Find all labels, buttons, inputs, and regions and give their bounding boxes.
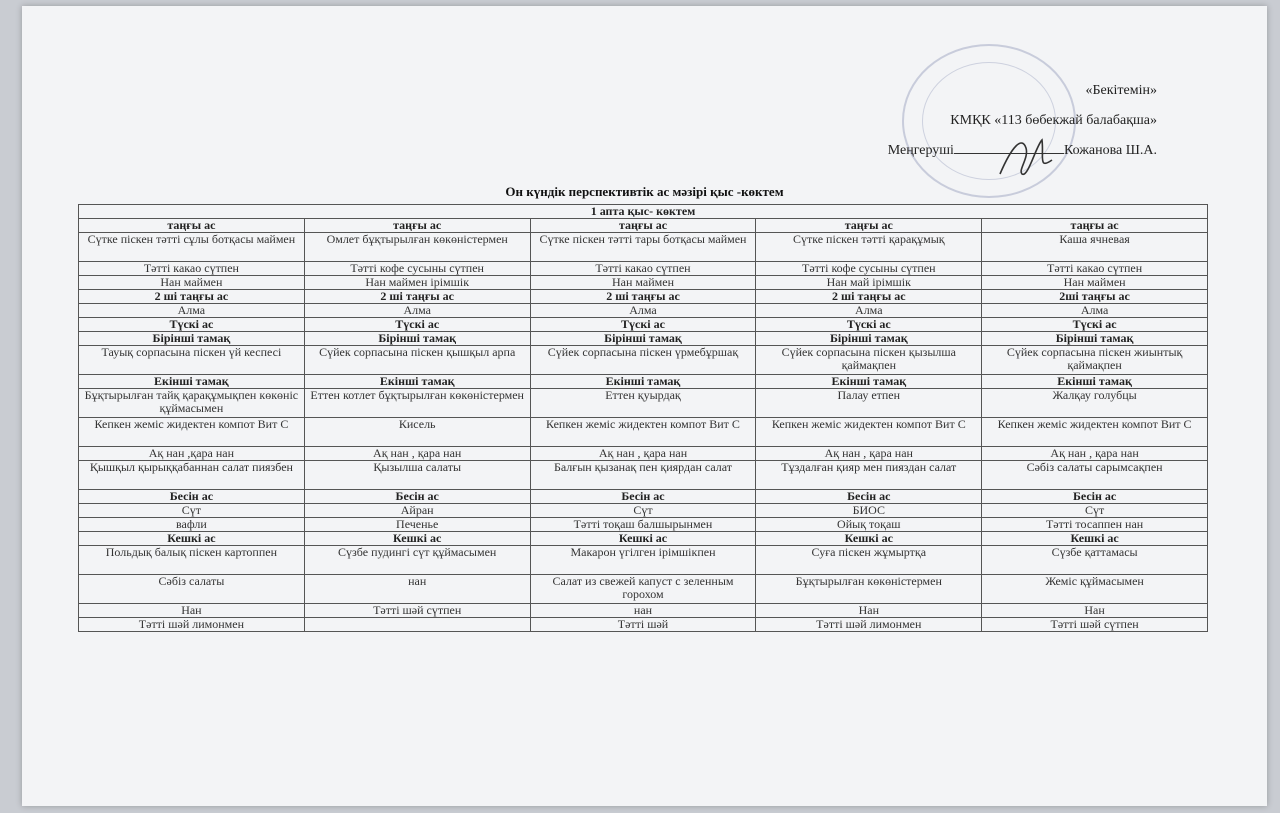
table-cell: Балғын қызанақ пен қиярдан салат <box>530 461 756 490</box>
table-cell: Кешкі ас <box>79 532 305 546</box>
table-cell: Ақ нан , қара нан <box>304 447 530 461</box>
table-cell: Тәтті кофе сусыны сүтпен <box>304 262 530 276</box>
table-cell: Ойық тоқаш <box>756 518 982 532</box>
table-cell: нан <box>304 575 530 604</box>
table-cell: Омлет бұқтырылған көкөністермен <box>304 233 530 262</box>
table-cell: Жеміс құймасымен <box>982 575 1208 604</box>
table-cell: Ақ нан , қара нан <box>982 447 1208 461</box>
table-cell: Түскі ас <box>79 318 305 332</box>
table-cell: Нан май ірімшік <box>756 276 982 290</box>
table-cell: Қызылша салаты <box>304 461 530 490</box>
table-row <box>79 490 1208 504</box>
table-cell: Нан маймен <box>982 276 1208 290</box>
table-cell: Печенье <box>304 518 530 532</box>
table-row <box>79 532 1208 546</box>
table-cell: Тауық сорпасына піскен үй кеспесі <box>79 346 305 375</box>
table-cell: Түскі ас <box>530 318 756 332</box>
table-row <box>79 233 1208 262</box>
table-row <box>79 262 1208 276</box>
table-cell: Тәтті какао сүтпен <box>530 262 756 276</box>
table-cell: Бесін ас <box>530 490 756 504</box>
table-cell: таңғы ас <box>304 219 530 233</box>
table-cell: Еттен котлет бұқтырылған көкөністермен <box>304 389 530 418</box>
table-cell: Тұздалған қияр мен пияздан салат <box>756 461 982 490</box>
table-cell: Жалқау голубцы <box>982 389 1208 418</box>
table-cell: Алма <box>530 304 756 318</box>
table-cell: вафли <box>79 518 305 532</box>
table-cell: Тәтті тосаппен нан <box>982 518 1208 532</box>
table-cell: Екінші тамақ <box>756 375 982 389</box>
table-cell: Сүзбе қаттамасы <box>982 546 1208 575</box>
table-cell: Тәтті шәй сүтпен <box>982 618 1208 632</box>
table-row <box>79 375 1208 389</box>
table-cell: Нан <box>982 604 1208 618</box>
table-cell: Алма <box>304 304 530 318</box>
table-cell: Сүтке піскен тәтті қарақұмық <box>756 233 982 262</box>
table-cell: Бірінші тамақ <box>756 332 982 346</box>
table-cell: Каша ячневая <box>982 233 1208 262</box>
table-cell: Тәтті какао сүтпен <box>982 262 1208 276</box>
table-row <box>79 604 1208 618</box>
table-row <box>79 332 1208 346</box>
table-cell: Кешкі ас <box>756 532 982 546</box>
table-cell: Польдық балық піскен картоппен <box>79 546 305 575</box>
table-cell: Тәтті шәй сүтпен <box>304 604 530 618</box>
table-row <box>79 546 1208 575</box>
approval-line-1: «Бекітемін» <box>1085 83 1157 98</box>
table-cell: Бірінші тамақ <box>530 332 756 346</box>
table-cell: Кепкен жеміс жидектен компот Вит С <box>756 418 982 447</box>
table-row <box>79 447 1208 461</box>
table-cell: Кепкен жеміс жидектен компот Вит С <box>530 418 756 447</box>
table-row <box>79 504 1208 518</box>
table-cell: Бірінші тамақ <box>79 332 305 346</box>
table-cell: БИОС <box>756 504 982 518</box>
table-row <box>79 304 1208 318</box>
table-cell: Алма <box>79 304 305 318</box>
director-label: Меңгеруші <box>887 143 954 158</box>
table-cell: Сәбіз салаты сарымсақпен <box>982 461 1208 490</box>
table-cell: Сүйек сорпасына піскен қышқыл арпа <box>304 346 530 375</box>
table-cell: Сүйек сорпасына піскен жиынтық қаймақпен <box>982 346 1208 375</box>
week-header: 1 апта қыс- көктем <box>79 205 1208 219</box>
table-cell: таңғы ас <box>530 219 756 233</box>
table-row <box>79 290 1208 304</box>
table-cell: Түскі ас <box>982 318 1208 332</box>
table-cell: Тәтті шәй лимонмен <box>79 618 305 632</box>
table-row <box>79 346 1208 375</box>
table-cell: Кешкі ас <box>304 532 530 546</box>
table-cell: Нан маймен <box>530 276 756 290</box>
table-cell: Ақ нан , қара нан <box>756 447 982 461</box>
table-cell: Палау етпен <box>756 389 982 418</box>
table-cell: Салат из свежей капуст с зеленным горохом <box>530 575 756 604</box>
table-cell: таңғы ас <box>982 219 1208 233</box>
table-cell: Тәтті шәй лимонмен <box>756 618 982 632</box>
table-cell: Еттен қуырдақ <box>530 389 756 418</box>
table-cell: Суға піскен жұмыртқа <box>756 546 982 575</box>
table-cell: Ақ нан ,қара нан <box>79 447 305 461</box>
table-cell: Екінші тамақ <box>530 375 756 389</box>
table-cell: Алма <box>756 304 982 318</box>
table-cell: Айран <box>304 504 530 518</box>
table-row <box>79 418 1208 447</box>
table-cell: 2 ші таңғы ас <box>756 290 982 304</box>
table-cell: Бесін ас <box>79 490 305 504</box>
table-cell: таңғы ас <box>756 219 982 233</box>
table-cell: Сүтке піскен тәтті сұлы ботқасы маймен <box>79 233 305 262</box>
table-cell: Кешкі ас <box>982 532 1208 546</box>
table-cell: Түскі ас <box>304 318 530 332</box>
table-cell: Кепкен жеміс жидектен компот Вит С <box>982 418 1208 447</box>
table-cell: Нан <box>79 604 305 618</box>
table-cell: Сүйек сорпасына піскен үрмебұршақ <box>530 346 756 375</box>
table-cell: Түскі ас <box>756 318 982 332</box>
table-cell: Сүт <box>982 504 1208 518</box>
table-cell: Сүтке піскен тәтті тары ботқасы маймен <box>530 233 756 262</box>
table-cell: Тәтті тоқаш балшырынмен <box>530 518 756 532</box>
table-row <box>79 389 1208 418</box>
table-cell: Сүзбе пудингі сүт құймасымен <box>304 546 530 575</box>
table-cell: Нан маймен ірімшік <box>304 276 530 290</box>
table-cell: Екінші тамақ <box>304 375 530 389</box>
table-row <box>79 276 1208 290</box>
table-cell: таңғы ас <box>79 219 305 233</box>
table-cell: Алма <box>982 304 1208 318</box>
table-cell: Бұқтырылған тайқ қарақұмықпен көкөніс құймасымен <box>79 389 305 418</box>
document-page <box>22 6 1267 806</box>
approval-line-2: КМҚК «113 бөбекжай балабақша» <box>950 113 1157 128</box>
table-cell: Ақ нан , қара нан <box>530 447 756 461</box>
table-row <box>79 461 1208 490</box>
table-row <box>79 518 1208 532</box>
table-cell: Тәтті какао сүтпен <box>79 262 305 276</box>
table-cell: Нан <box>756 604 982 618</box>
director-name: Кожанова Ш.А. <box>1063 143 1157 158</box>
menu-table <box>78 204 1208 632</box>
table-cell: Сәбіз салаты <box>79 575 305 604</box>
table-cell: Бұқтырылған көкөністермен <box>756 575 982 604</box>
table-cell: Бесін ас <box>756 490 982 504</box>
table-cell <box>304 618 530 632</box>
table-cell: 2ші таңғы ас <box>982 290 1208 304</box>
table-cell: нан <box>530 604 756 618</box>
table-cell: Нан маймен <box>79 276 305 290</box>
table-cell: Сүт <box>530 504 756 518</box>
document-title: Он күндік перспективтік ас мәзірі қыс -көктем <box>505 184 784 199</box>
table-cell: Бесін ас <box>982 490 1208 504</box>
table-cell: Қышқыл қырыққабаннан салат пиязбен <box>79 461 305 490</box>
table-row <box>79 318 1208 332</box>
table-cell: Екінші тамақ <box>79 375 305 389</box>
table-cell: Бірінші тамақ <box>304 332 530 346</box>
table-cell: Макарон үгілген ірімшікпен <box>530 546 756 575</box>
table-row <box>79 219 1208 233</box>
table-cell: 2 ші таңғы ас <box>530 290 756 304</box>
table-row <box>79 618 1208 632</box>
table-cell: Кешкі ас <box>530 532 756 546</box>
table-cell: Бірінші тамақ <box>982 332 1208 346</box>
table-cell: Кепкен жеміс жидектен компот Вит С <box>79 418 305 447</box>
table-cell: Тәтті кофе сусыны сүтпен <box>756 262 982 276</box>
table-cell: 2 ші таңғы ас <box>79 290 305 304</box>
table-cell: Екінші тамақ <box>982 375 1208 389</box>
table-row <box>79 575 1208 604</box>
table-cell: Тәтті шәй <box>530 618 756 632</box>
signature-mark <box>992 126 1062 186</box>
table-cell: 2 ші таңғы ас <box>304 290 530 304</box>
table-cell: Бесін ас <box>304 490 530 504</box>
table-cell: Сүйек сорпасына піскен қызылша қаймақпен <box>756 346 982 375</box>
table-cell: Кисель <box>304 418 530 447</box>
table-cell: Сүт <box>79 504 305 518</box>
